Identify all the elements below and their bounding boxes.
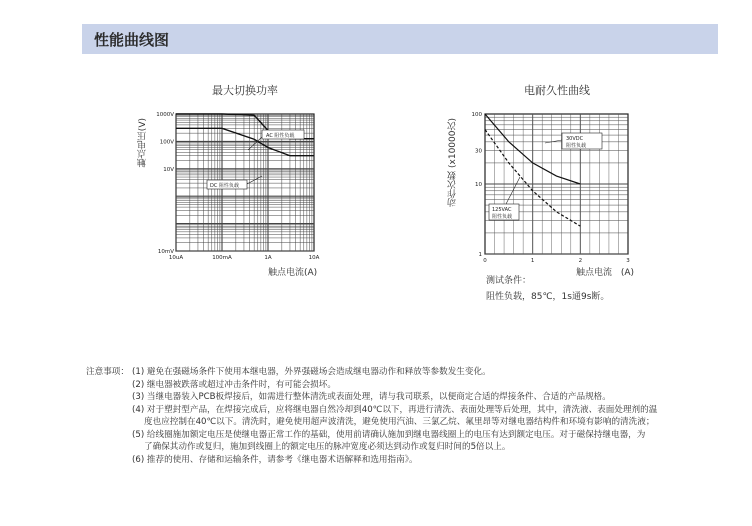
chart1-x-tick-label: 10A [308,255,320,261]
chart2-x-tick-label: 2 [578,258,583,264]
chart1-xlabel: 触点电流(A) [268,268,318,278]
chart2-annotation-30vdc-load: 阻性负载 [566,143,587,149]
section-title: 性能曲线图 [94,31,170,49]
chart2-annotation-125vac-load: 阻性负载 [492,214,513,220]
chart2-x-tick-label: 0 [483,258,487,264]
chart1-ylabel: 触点电压(V) [138,118,148,168]
chart1-y-tick-label: 10V [163,166,174,173]
chart2-x-tick-label: 3 [626,258,630,264]
note-item: 度也应控制在40℃以下。清洗时，避免使用超声波清洗，避免使用汽油、三氯乙烷、氟里昂等对继电器结构件和环境有影响的清洗液； [144,417,655,427]
chart1-y-tick-label: 1000V [156,112,174,118]
chart2-annotation-125vac: 125VAC [492,207,512,213]
chart1-x-tick-label: 10uA [168,255,184,261]
chart1-y-tick-label: 100V [159,139,174,146]
chart2-y-tick-label: 30 [475,148,482,155]
note-item: 了确保其动作或复归，施加到线圈上的额定电压的脉冲宽度必须达到动作或复归时间的5倍以上。 [144,442,511,452]
chart2-ylabel: 动作次数 (x10000次) [448,118,458,207]
chart2-y-tick-label: 10 [475,182,482,188]
chart1-annotation-ac: AC 阻性负载 [266,133,295,139]
chart2-annotation-30vdc: 30VDC [566,136,584,142]
chart2-y-tick-label: 1 [478,252,482,258]
note-item: (4) 对于塑封型产品，在焊接完成后，应将继电器自然冷却到40℃以下，再进行清洗、表面处理等后处理，其中，清洗液、表面处理剂的温 [132,404,658,415]
test-conditions [486,273,609,305]
chart-title-switching-power: 最大切换功率 [212,84,278,97]
chart2-y-tick-label: 100 [471,112,482,118]
chart2-xlabel-unit: (A) [620,268,635,278]
chart-title-electrical-endurance: 电耐久性曲线 [524,84,590,97]
chart1-y-tick-label: 10mV [157,249,174,255]
note-row-1 [86,366,726,379]
note-item: (1) 避免在强磁场条件下使用本继电器，外界强磁场会造成继电器动作和释放等参数发生变化。 [132,367,491,377]
test-conditions-label: 测试条件： [486,276,532,286]
note-item: (3) 当继电器装入PCB板焊接后，如需进行整体清洗或表面处理，请与我司联系，以便商定合适的焊接条件、合适的产品规格。 [132,392,611,402]
chart2-xlabel-text: 触点电流 [576,268,613,278]
notes-section [86,366,726,466]
chart1-x-tick-label: 100mA [212,255,232,261]
chart2-x-tick-label: 1 [530,258,535,264]
note-item: (5) 给线圈施加额定电压是使继电器正常工作的基础，使用前请确认施加到继电器线圈上的电压有达到额定电压。对于磁保持继电器，为 [132,429,646,440]
chart1-x-tick-label: 1A [264,255,272,261]
note-item: (6) 推荐的使用、存储和运输条件，请参考《继电器术语解释和选用指南》。 [132,454,418,465]
chart1-annotation-dc: DC 阻性负载 [210,183,239,189]
notes-lead: 注意事项： [86,367,129,377]
note-item: (2) 继电器被跌落或超过冲击条件时，有可能会损坏。 [132,379,336,390]
test-conditions-value: 阻性负载，85℃，1s通9s断。 [486,292,610,302]
